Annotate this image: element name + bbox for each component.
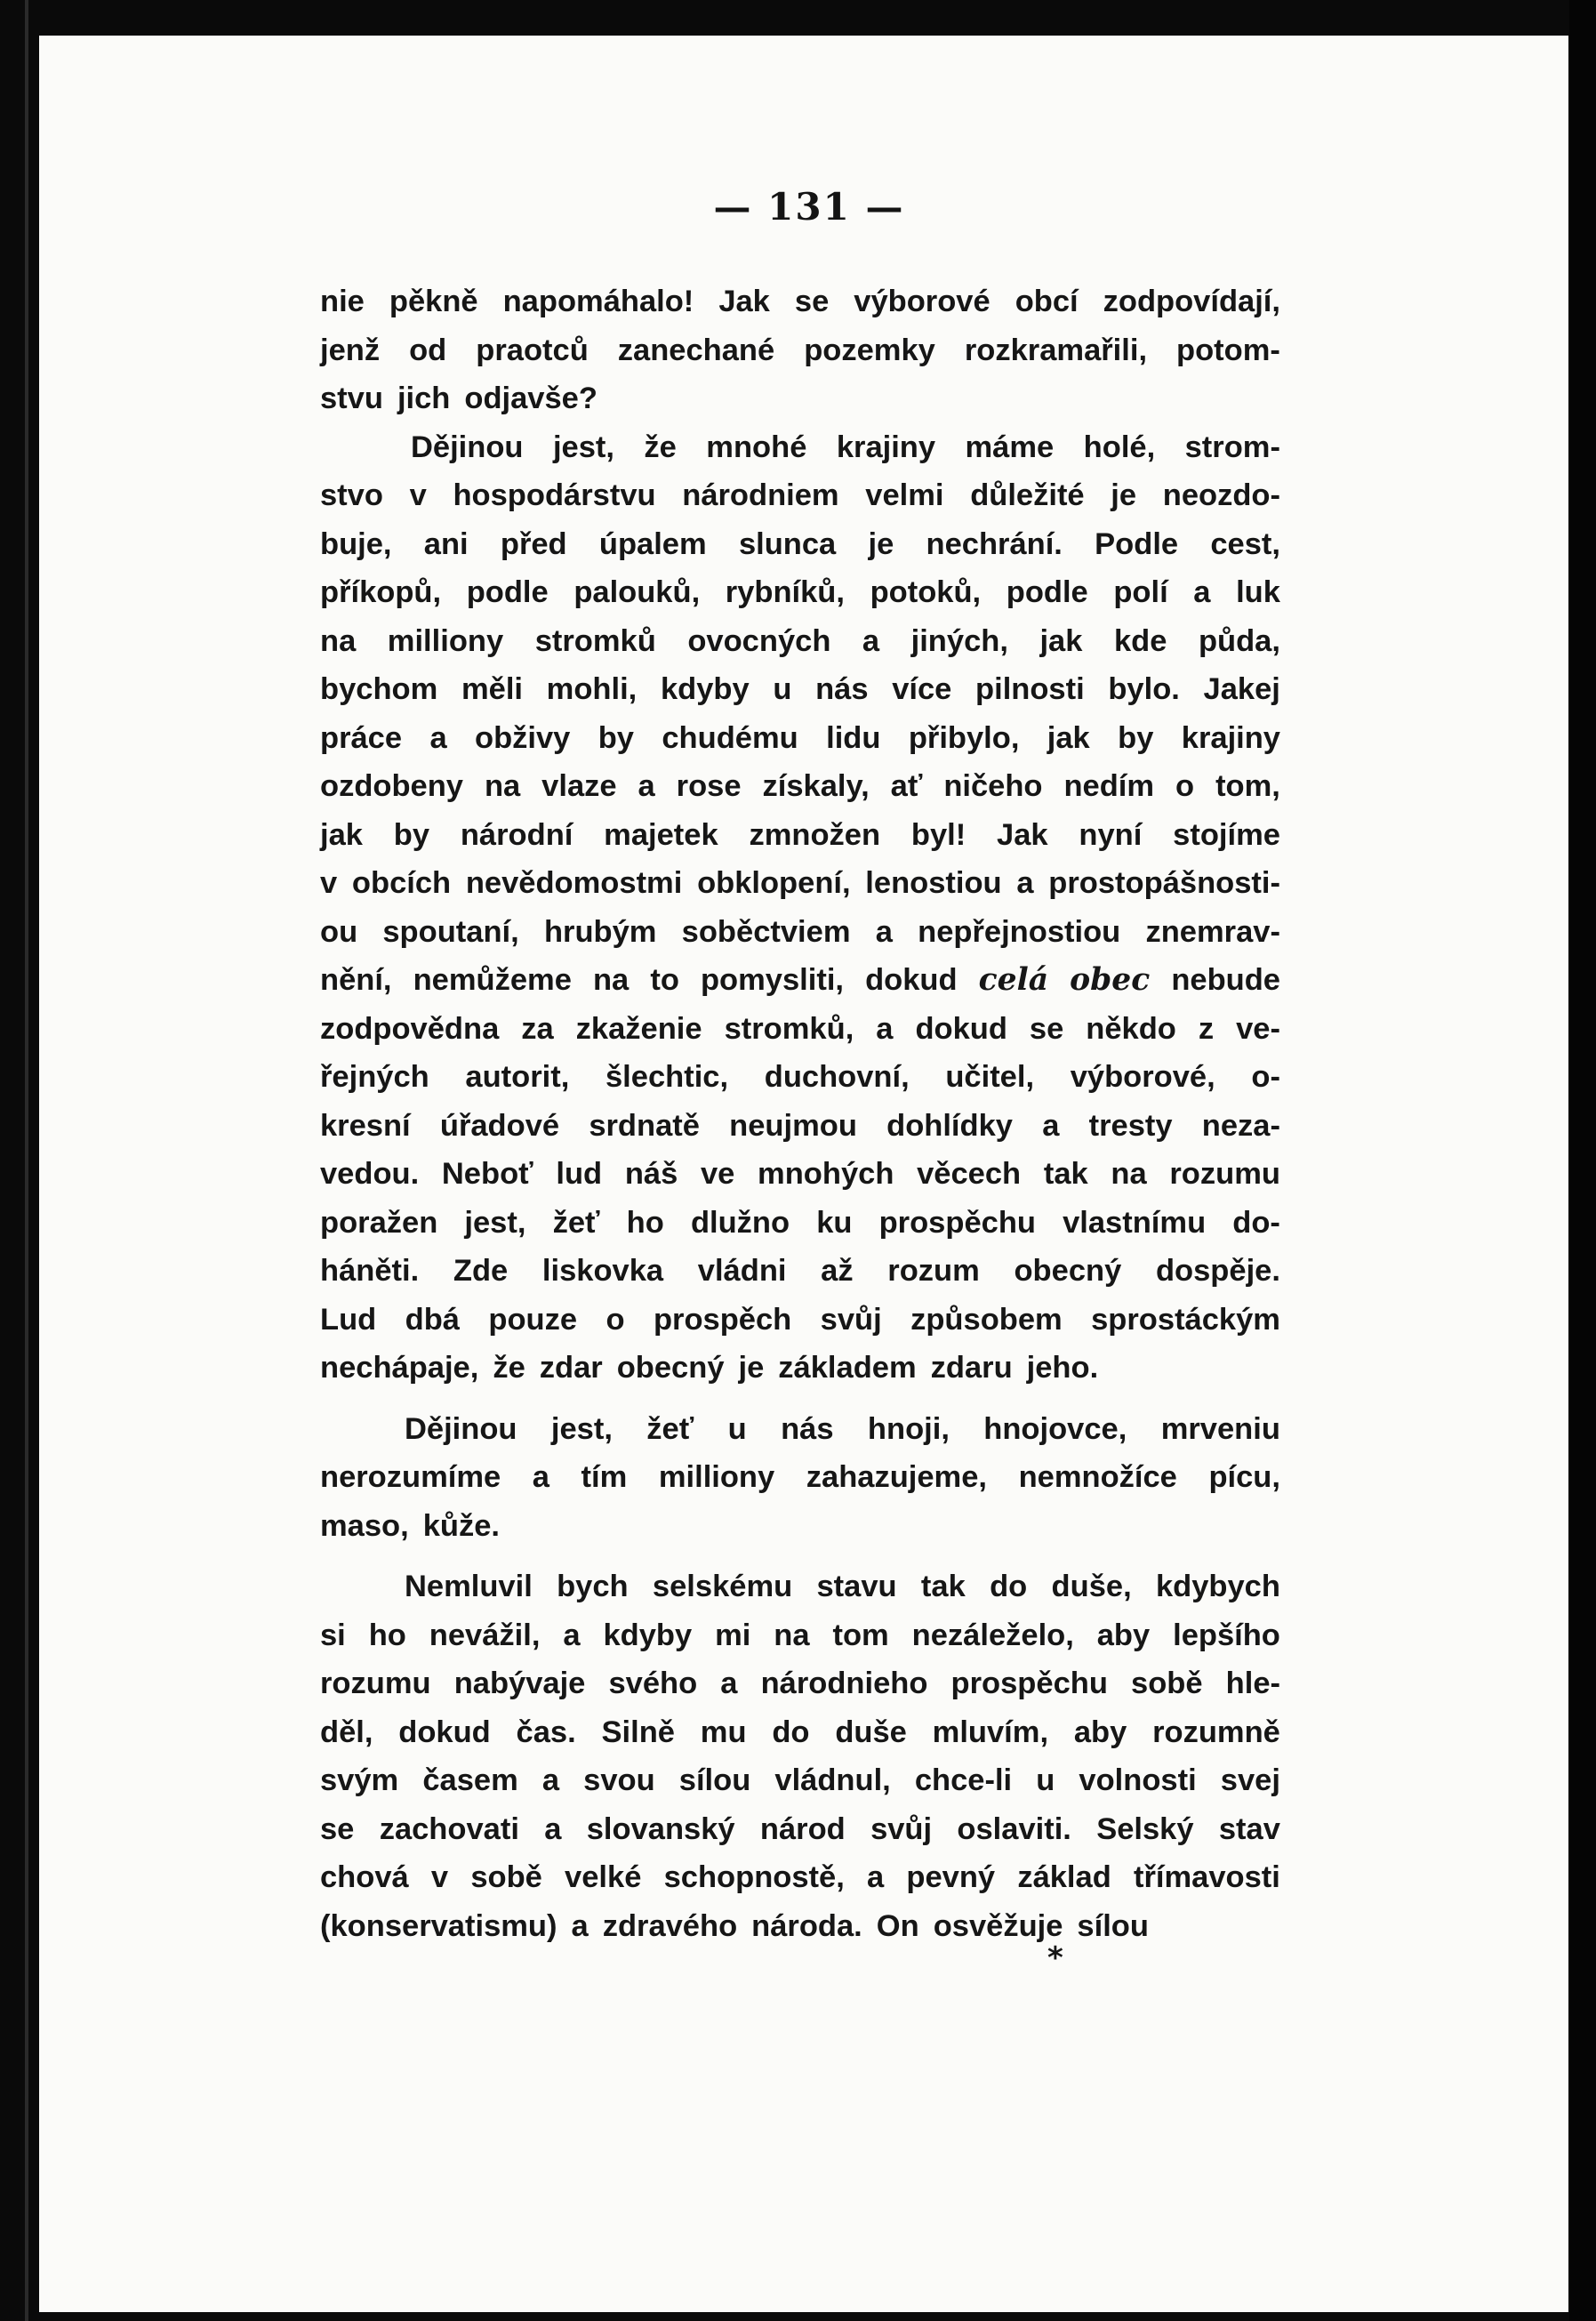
text-line: v obcích nevědomostmi obklopení, lenostiou a prostopášnosti-: [320, 866, 1280, 900]
body-text: [320, 277, 1280, 1950]
text-line: zodpovědna za zkaženie stromků, a dokud se někdo z ve-: [320, 1011, 1280, 1046]
text-line: nění, nemůžeme na to pomysliti, dokud celá obec nebude: [320, 962, 1280, 998]
text-line: se zachovati a slovanský národ svůj oslaviti. Selský stav: [320, 1811, 1280, 1846]
text-line: Lud dbá pouze o prospěch svůj způsobem sprostáckým: [320, 1302, 1280, 1337]
text-line: ou spoutaní, hrubým soběctviem a nepřejnostiou znemrav-: [320, 914, 1280, 949]
text-line: chová v sobě velké schopnostě, a pevný základ třímavosti: [320, 1860, 1280, 1894]
text-line: stvo v hospodárstvu národniem velmi důležité je neozdo-: [320, 478, 1280, 512]
text-line: rozumu nabývaje svého a národnieho prospěchu sobě hle-: [320, 1666, 1280, 1700]
text-line: kresní úřadové srdnatě neujmou dohlídky a tresty neza-: [320, 1108, 1280, 1143]
text-line: vedou. Neboť lud náš ve mnohých věcech tak na rozumu: [320, 1157, 1280, 1191]
text-line: nie pěkně napomáhalo! Jak se výborové obcí zodpovídají,: [320, 285, 1280, 318]
book-gutter: [25, 0, 28, 2321]
text-line: Nemluvil bych selskému stavu tak do duše, kdybych: [405, 1570, 1280, 1603]
text-line: Dějinou jest, žeť u nás hnoji, hnojovce, mrveniu: [405, 1411, 1280, 1446]
text-line: stvu jich odjavše?: [320, 381, 597, 415]
text-line: maso, kůže.: [320, 1508, 501, 1543]
text-line: děl, dokud čas. Silně mu do duše mluvím, aby rozumně: [320, 1715, 1280, 1749]
text-line: háněti. Zde liskovka vládni až rozum obecný dospěje.: [320, 1254, 1280, 1288]
text-line: ozdobeny na vlaze a rose získaly, ať ničeho nedím o tom,: [320, 769, 1280, 803]
text-line: poražen jest, žeť ho dlužno ku prospěchu vlastnímu do-: [320, 1205, 1280, 1240]
text-line: řejných autorit, šlechtic, duchovní, učitel, výborové, o-: [320, 1060, 1280, 1094]
text-line: nerozumíme a tím milliony zahazujeme, nemnožíce pícu,: [320, 1460, 1280, 1494]
text-line: jak by národní majetek zmnožen byl! Jak nyní stojíme: [320, 817, 1280, 852]
text-line: Dějinou jest, že mnohé krajiny máme holé, strom-: [411, 430, 1280, 464]
paragraph-gap: [320, 1550, 1280, 1562]
text-line: si ho nevážil, a kdyby mi na tom nezáleželo, aby lepšího: [320, 1618, 1280, 1652]
text-line: jenž od praotců zanechané pozemky rozkramařili, potom-: [320, 333, 1280, 367]
page-edge-shadow: [1569, 0, 1596, 2321]
text-line: buje, ani před úpalem slunca je nechrání. Podle cest,: [320, 526, 1280, 561]
text-line: (konservatismu) a zdravého národa. On osvěžuje sílou: [320, 1908, 1149, 1943]
footer-mark: *: [1047, 1940, 1063, 1976]
text-line: na milliony stromků ovocných a jiných, jak kde půda,: [320, 623, 1280, 658]
paragraph-gap: [320, 1393, 1280, 1405]
text-line: bychom měli mohli, kdyby u nás více pilnosti bylo. Jakej: [320, 672, 1280, 706]
page-number: — 131 —: [713, 185, 905, 229]
text-line: práce a obživy by chudému lidu přibylo, jak by krajiny: [320, 720, 1280, 755]
text-line: nechápaje, že zdar obecný je základem zdaru jeho.: [320, 1351, 1099, 1385]
text-line: svým časem a svou sílou vládnul, chce-li u volnosti svej: [320, 1763, 1280, 1797]
text-line: příkopů, podle palouků, rybníků, potoků, podle polí a luk: [320, 575, 1280, 609]
